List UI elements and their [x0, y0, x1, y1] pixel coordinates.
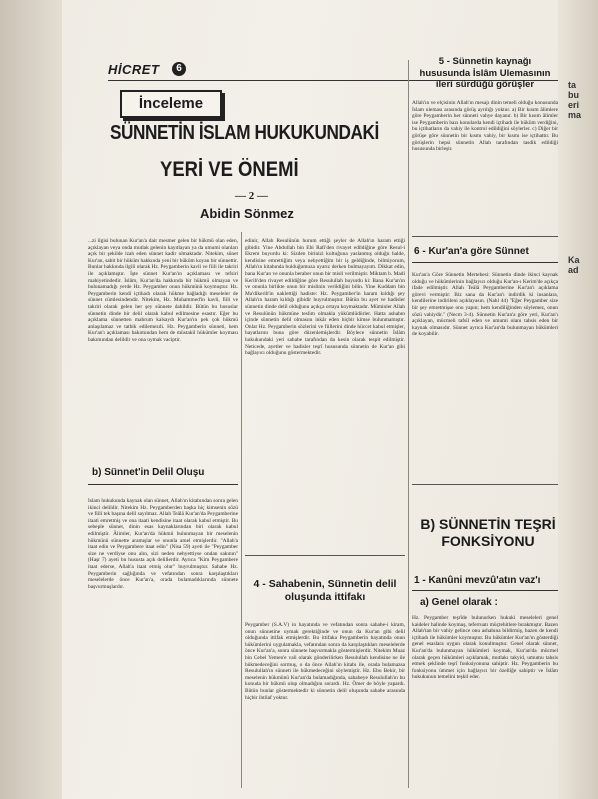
subheading-sahabe-ittifaki: 4 - Sahabenin, Sünnetin delil oluşunda ittifakı — [253, 578, 397, 603]
body-column-3-middle — [412, 272, 558, 477]
subheading-underline — [88, 484, 238, 485]
body-column-1-bottom — [88, 498, 238, 788]
body-text: edinir, Allah Resulünün hurum ettiği şeyler de Allah'ın haram ettiği gibidir. Yine Abdullah bin Ebi Rafi'den rivayet edildiğine göre Resul-i Ekrem buyurdu ki: Sizden birinizi koltuğuna yaslanmış olduğu halde, kendisine emrettiğim veya nehyettiğim bir iş geldiğinde, bilmiyorum, Allah'ın kitabında bulduğumuza uyarız derken bulmayayım. Dikkat edin, bana Kur'an ve onunla beraber onun bir misli verilmiştir. Miktam b. Madi Kerib'den rivayet edildiğine göre Resulullah buyurdu ki: Bana Kur'an'ın ve onunla birlikte onun bir mislinin verildiğini bilin. Yine Kuddam bin Ma'dikerib'in naklettiği hadiste: Hz. Peygamber'in haram kıldığı şey Allah'ın haram kıldığı gibidir buyrulmuştur. Bütün bu ayet ve hadisler sünnetin dinde delil olduğunu açıkça ortaya koymaktadır. Müminler Allah ve Resulünün hükmüne teslim olmakla yükümlüdürler. Hatta ashabın içinde sünnetin delil olmasını inkâr eden hiçbir kimse bulunmamıştır. Onlar Hz. Peygamberin sözlerini ve fiillerini dinde hüccet kabul etmişler, hayatlarını buna göre düzenlemişlerdir. Böylece sünnetin İslâm hukukundaki yeri sahabe tarafından da kesin olarak tespit edilmiştir. Neticede, ayetler ve hadisler teşrî hususunda sünnetin de Kur'an gibi bağlayıcı olduğunu göstermektedir. — [245, 238, 405, 357]
body-column-2-top — [245, 238, 405, 550]
page-number: 6 — [172, 62, 186, 76]
subheading-underline — [412, 262, 558, 263]
section-divider — [412, 484, 558, 485]
publication-logo: HİCRET — [108, 62, 160, 77]
body-text: Hz. Peygamber teşrîde bulunurken hukuki meseleleri genel kaideler halinde koymuş, teferruatı müçtehitlere bırakmıştır. Bazen Allah'tan bir vahiy gelince onu ashabına bildirmiş, bazen de kendi içtihadı ile hükümler koymuştur. Bu hükümler Kur'an'ın gösterdiği genel esaslara uygun olarak konulmuştur. Genel olarak sünnet, Kur'an'da bulunmayan hükümleri koymak, Kur'an'da mücmel olarak geçen hükümleri açıklamak, mutlakı takyid, umumu tahsis etmek şeklinde teşrî fonksiyonuna sahiptir. Hz. Peygamberin bu fonksiyonu ümmet için bağlayıcı bir özelliğe sahiptir ve İslâm hukukunun temelini teşkil eder. — [412, 615, 558, 681]
column-divider — [408, 60, 409, 788]
article-title-line2: YERİ VE ÖNEMİ — [160, 158, 299, 181]
article-title-line1: SÜNNETİN İSLAM HUKUKUNDAKİ — [110, 122, 379, 144]
body-text: Allah'ın ve elçisinin Allah'ın mesajı dinin temeli olduğu konusunda İslam uleması arasında görüş ayrılığı yoktur. a) Bir kısım âlimlere göre Peygamberin her sünneti vahye dayanır. b) Bir kısım âlimler ise Peygamberin bazı konularda kendi içtihadı ile hüküm verdiğini, bu içtihatların da vahiy ile kontrol edildiğini söylerler. c) Diğer bir görüşe göre sünnetin bir kısmı vahiy, bir kısmı ise içtihattır. Bu görüşlerin hepsi sünnetin Allah tarafından tasdik edildiği hususunda birleşir. — [412, 100, 558, 153]
fragment-text: eri — [568, 100, 580, 110]
section-divider — [245, 555, 405, 556]
subheading-kanuni-mevzuat: 1 - Kanûni mevzû'atın vaz'ı — [414, 575, 541, 586]
fragment-text: ta — [568, 80, 577, 90]
body-text: Peygamber (S.A.V) in hayatında ve vefatından sonra sahabe-i kiram, onun sünnetine uymak gerektiğinde ve onun da Kur'an gibi delil olduğunda ittifak etmişlerdir. Bu ittifaka Peygamberin hayatında onun hükümlerini uygulamakla, vefatından sonra da karşılaştıkları meselelerde önce Kur'an'a, sonra sünnete başvurmakla göstermişlerdir. Nitekim Muaz bin Cebel Yemen'e vali olarak gönderilirken Resulullah kendisine ne ile hükmedeceğini sormuş, o da önce Allah'ın kitabı ile, orada bulamazsa Resulullah'ın sünneti ile hükmedeceğini söylemiştir. Hz. Ebu Bekir, bir meselenin hükmünü Kur'an'da bulamadığında, sahabeye Resulullah'ın bu konuda bir hükmü olup olmadığını sorardı. Hz. Ömer de böyle yapardı. Bütün bunlar göstermektedir ki sünnetin delil oluşunda sahabe arasında hiçbir ihtilaf yoktur. — [245, 622, 405, 701]
section-label: İnceleme — [120, 90, 222, 118]
subheading-teşri-fonksiyonu: B) SÜNNETİN TEŞRİ FONKSİYONU — [420, 516, 556, 549]
body-text: İslam hukukunda kaynak olan sünnet, Allah'ın kitabından sonra gelen ikinci delildir. Nitekim Hz. Peygamberden başka hiç kimsenin sözü ve fiili tek başına delil sayılmaz. Allah Teâlâ Kur'an'da Peygamberine itaati emretmiş ve ona itaati kendisine itaat olarak kabul etmiştir. Bu sebeple sünnet, dinin esas kaynaklarından biri olarak kabul edilmiştir. Âlimler, Kur'an'da hükmü bulunmayan bir meselenin hükmünü sünnette aramışlar ve onunla amel etmişlerdir. "Allah'a itaat edin ve Peygambere itaat edin" (Nisa 59) ayeti ile "Peygamber size ne verdiyse onu alın, sizi neden nehyettiyse ondan sakının" (Haşr 7) ayeti bu hususta açık delillerdir. Ayrıca "Kim Peygambere itaat ederse, Allah'a itaat etmiş olur" buyrulmuştur. Sahabe Hz. Peygamberin sağlığında ve vefatından sonra karşılaştıkları meselelerde önce Kur'an'a, orada bulamadıklarında sünnete başvurmuşlardır. — [88, 498, 238, 590]
next-page-fragment — [566, 0, 598, 799]
fragment-text: ad — [568, 265, 579, 275]
fragment-text: Ka — [568, 255, 580, 265]
article-part-number: — 2 — — [235, 190, 268, 202]
fragment-text: ma — [568, 110, 582, 120]
page-left-shadow — [0, 0, 62, 799]
article-author: Abidin Sönmez — [200, 206, 294, 221]
body-text: ...zi ilgisi bulunan Kur'an'a dair mesmer gelen bir hükmü olan eden, açıklayan veya onda mutlak gelenin kayıtlayan ya da umumi olanları açık bir şekilde izah eden sünnet kadir olmaktadır. Nitekim, sünet Kur'an, sabit bir hüküm hakkında yeni bir hüküm koyan bir sünnettir. Bunlar hakkında ilgili olarak Hz. Peygamberin kavli ve fiili ile takriri ile açıklamıştır. İşte sünnet Kur'an'ın açıklaması ve tefsiri mahiyetindedir. İslâm, Kur'an'da hakkında bir hükmü olmayan ve bulunamadığı yerde Hz. Peygamber onun hükmünü koymuştur. Hz. Peygamberin kendi içtihadı olarak hükme bağladığı meseleler de sünnet cümlesindendir. Nitekim, Hz. Muhammed'in kavli, fiili ve takriri olarak gelen her şey sünnete dahildir. Bütün bu hususlar sünnetin dinde bir delil olarak kabul edilmesine esastır. Eğer bu açıklama sünnetten mahrum kalsaydı Kur'an'ın pek çok hükmü anlaşılamaz ve tatbik edilemezdi. Hz. Peygamberin sünneti, hem Kur'an'ı açıklaması bakımından hem de müstakil hükümler koyması bakımından delildir ve ona uymak vaciptir. — [88, 238, 238, 343]
body-column-3-bottom — [412, 615, 558, 795]
column-divider — [241, 232, 242, 788]
subheading-delil-olusu: b) Sünnet'in Delil Oluşu — [92, 467, 205, 478]
subheading-kurana-gore-sunnet: 6 - Kur'an'a göre Sünnet — [414, 246, 529, 257]
body-column-2-bottom — [245, 622, 405, 788]
subheading-sunnetin-kaynagi: 5 - Sünnetin kaynağı hususunda İslâm Ulemasının ileri sürdüğü görüşler — [419, 56, 551, 90]
subheading-underline — [412, 590, 558, 591]
body-column-3-top — [412, 100, 558, 230]
fragment-text: bu — [568, 90, 579, 100]
body-text: Kur'an'a Göre Sünnetin Mertebesi: Sünnetin dinde ikinci kaynak olduğu ve hükümlerinin bağlayıcı olduğu Kur'an-ı Kerim'de açıkça ifade edilmiştir. Allah Teâlâ Peygamberine Kur'an'ı açıklama görevi vermiştir: Biz sana da Kur'an'ı indirdik ki insanlara, kendilerine indirileni açıklayasın. (Nahl 44) "Eğer Peygamber size bir şey emretmişse onu yapın; hem kendiliğinden söylemez, onun sözü vahiydir." (Necm 3-4). Sünnetin Kur'an'a göre yeri, Kur'an'ı açıklayan, mücmeli tafsil eden ve umumi olanı tahsis eden bir kaynak olmasıdır. Sünnet ayrıca Kur'an'da bulunmayan hükümleri de koyabilir. — [412, 272, 558, 338]
body-column-1-top — [88, 238, 238, 456]
subheading-genel-olarak: a) Genel olarak : — [420, 597, 498, 608]
section-divider — [412, 236, 558, 237]
